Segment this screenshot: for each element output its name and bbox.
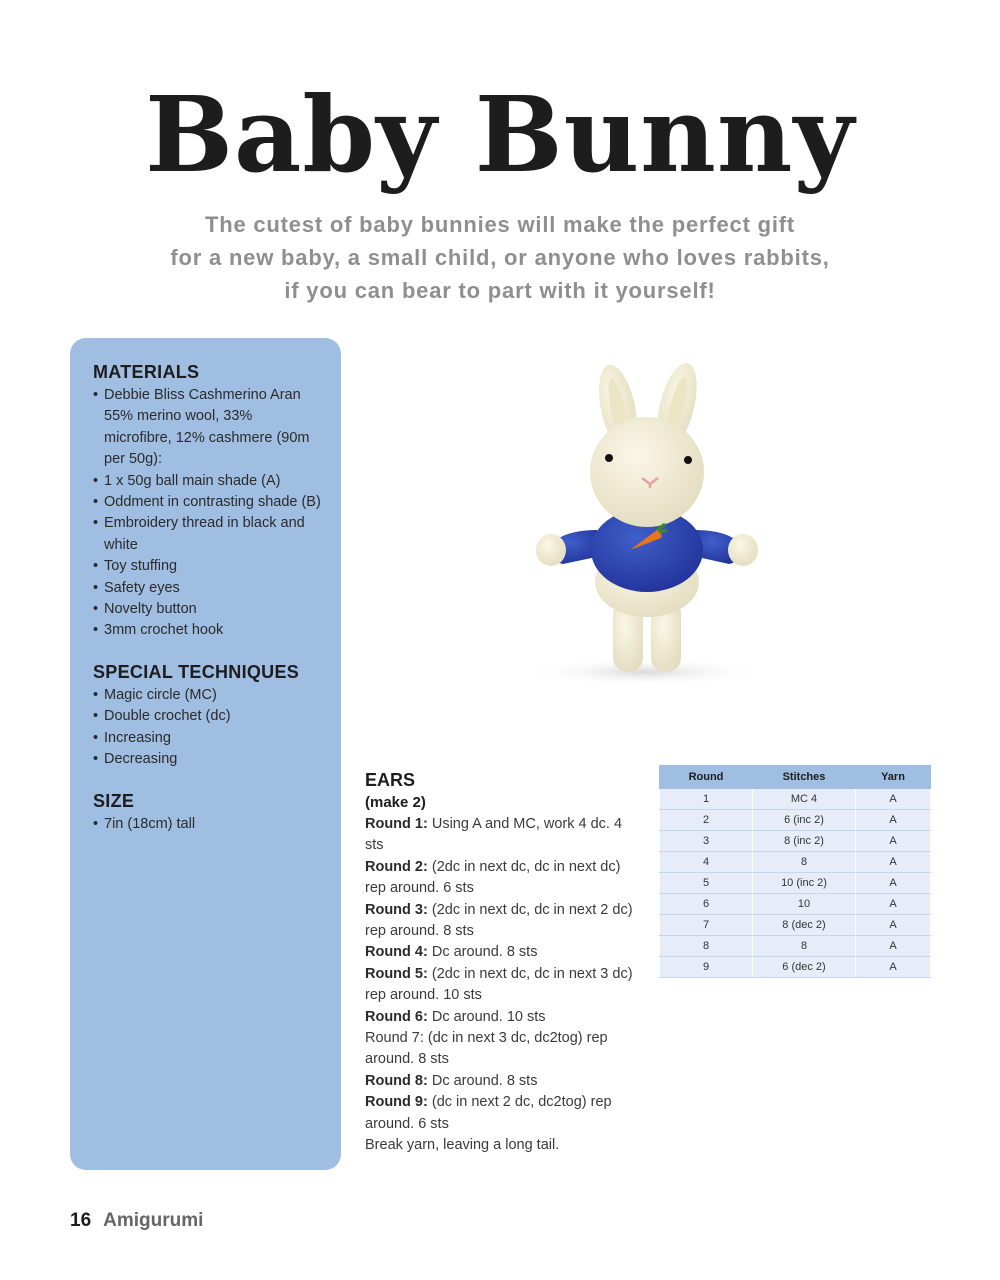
- list-item: • 3mm crochet hook: [93, 620, 323, 641]
- step-label: Round 4:: [365, 944, 428, 961]
- instruction-step: [365, 1028, 635, 1071]
- step-text: Dc around. 10 sts: [431, 1008, 546, 1025]
- table-cell: A: [856, 831, 931, 852]
- table-cell: 1: [660, 789, 753, 810]
- table-cell: 9: [660, 957, 753, 978]
- instruction-step: [365, 942, 635, 963]
- list-item: • Novelty button: [93, 599, 323, 620]
- list-item: • Increasing: [93, 728, 323, 749]
- intro-subtitle: [0, 208, 1000, 307]
- step-text: Dc around. 8 sts: [431, 944, 538, 961]
- step-text: (2dc in next dc, dc in next 2 dc) rep around. 8 sts: [365, 901, 633, 940]
- step-label: Round 6:: [365, 1008, 428, 1025]
- subtitle-line: for a new baby, a small child, or anyone who loves rabbits,: [170, 245, 830, 270]
- instruction-step: [365, 964, 635, 1007]
- instruction-step: [365, 1007, 635, 1028]
- list-item: • 1 x 50g ball main shade (A): [93, 471, 323, 492]
- table-cell: 8: [753, 936, 856, 957]
- step-label: Round 3:: [365, 901, 428, 918]
- step-text: Using A and MC, work 4 dc. 4 sts: [365, 816, 623, 854]
- page-title: Baby Bunny: [145, 73, 855, 196]
- ears-subheading: (make 2): [365, 794, 426, 811]
- table-cell: A: [856, 957, 931, 978]
- table-cell: A: [856, 789, 931, 810]
- table-row: [660, 915, 931, 936]
- materials-list: [93, 385, 323, 642]
- instruction-step: [365, 857, 635, 900]
- table-cell: A: [856, 915, 931, 936]
- table-row: [660, 873, 931, 894]
- step-label: Round 2:: [365, 858, 428, 875]
- step-text: Dc around. 8 sts: [431, 1072, 538, 1089]
- list-item: • 7in (18cm) tall: [93, 814, 323, 835]
- table-cell: 8: [753, 852, 856, 873]
- table-row: [660, 852, 931, 873]
- column-header: Stitches: [753, 766, 856, 789]
- list-item: • Embroidery thread in black and white: [93, 513, 323, 556]
- book-title: Amigurumi: [103, 1210, 204, 1231]
- instruction-step: [365, 1092, 635, 1135]
- table-cell: A: [856, 936, 931, 957]
- step-label: Round 9:: [365, 1094, 428, 1111]
- table-cell: 8: [660, 936, 753, 957]
- table-cell: A: [856, 894, 931, 915]
- size-list: [93, 814, 323, 835]
- table-row: [660, 957, 931, 978]
- table-row: [660, 810, 931, 831]
- instruction-step: [365, 814, 635, 857]
- step-label: Round 8:: [365, 1072, 428, 1089]
- size-heading: SIZE: [93, 790, 135, 811]
- table-cell: 2: [660, 810, 753, 831]
- table-cell: 6 (inc 2): [753, 810, 856, 831]
- ears-instructions: [365, 768, 635, 1157]
- table-cell: 8 (dec 2): [753, 915, 856, 936]
- table-cell: A: [856, 873, 931, 894]
- instruction-step: [365, 1135, 635, 1156]
- techniques-list: [93, 685, 323, 771]
- list-item: • Toy stuffing: [93, 556, 323, 577]
- table-cell: A: [856, 810, 931, 831]
- table-row: [660, 831, 931, 852]
- step-text: Break yarn, leaving a long tail.: [365, 1137, 560, 1154]
- table-cell: 10: [753, 894, 856, 915]
- table-cell: 4: [660, 852, 753, 873]
- list-item: • Safety eyes: [93, 578, 323, 599]
- step-text: (dc in next 2 dc, dc2tog) rep around. 6 sts: [365, 1094, 612, 1132]
- page-footer: [70, 1210, 203, 1232]
- table-cell: 10 (inc 2): [753, 873, 856, 894]
- step-text: Round 7: (dc in next 3 dc, dc2tog) rep around. 8 sts: [365, 1030, 608, 1068]
- materials-heading: MATERIALS: [93, 362, 200, 382]
- info-sidebar: [70, 338, 341, 1170]
- table-cell: 5: [660, 873, 753, 894]
- table-header-row: [660, 766, 931, 789]
- page-number: 16: [70, 1210, 92, 1231]
- list-item: • Magic circle (MC): [93, 685, 323, 706]
- column-header: Round: [660, 766, 753, 789]
- instruction-step: [365, 900, 635, 943]
- ears-heading: EARS: [365, 770, 416, 790]
- list-item: • Decreasing: [93, 749, 323, 770]
- column-header: Yarn: [856, 766, 931, 789]
- step-text: (2dc in next dc, dc in next 3 dc) rep around. 10 sts: [365, 965, 633, 1004]
- step-label: Round 1:: [365, 816, 428, 832]
- table-cell: A: [856, 852, 931, 873]
- table-row: [660, 894, 931, 915]
- table-cell: 6: [660, 894, 753, 915]
- subtitle-line: The cutest of baby bunnies will make the perfect gift: [204, 212, 796, 237]
- techniques-heading: SPECIAL TECHNIQUES: [93, 661, 300, 682]
- table-cell: 8 (inc 2): [753, 831, 856, 852]
- subtitle-line: if you can bear to part with it yourself!: [284, 278, 716, 303]
- table-row: [660, 936, 931, 957]
- list-item: • Double crochet (dc): [93, 706, 323, 727]
- table-cell: 3: [660, 831, 753, 852]
- list-item: • Debbie Bliss Cashmerino Aran 55% merino wool, 33% microfibre, 12% cashmere (90m per 50g):: [93, 385, 323, 471]
- table-cell: MC 4: [753, 789, 856, 810]
- instruction-step: [365, 1071, 635, 1092]
- step-text: (2dc in next dc, dc in next dc) rep around. 6 sts: [365, 858, 621, 897]
- rounds-table: [659, 765, 931, 978]
- table-cell: 6 (dec 2): [753, 957, 856, 978]
- step-label: Round 5:: [365, 965, 428, 982]
- bunny-photo: [505, 350, 795, 695]
- table-cell: 7: [660, 915, 753, 936]
- table-row: [660, 789, 931, 810]
- list-item: • Oddment in contrasting shade (B): [93, 492, 323, 513]
